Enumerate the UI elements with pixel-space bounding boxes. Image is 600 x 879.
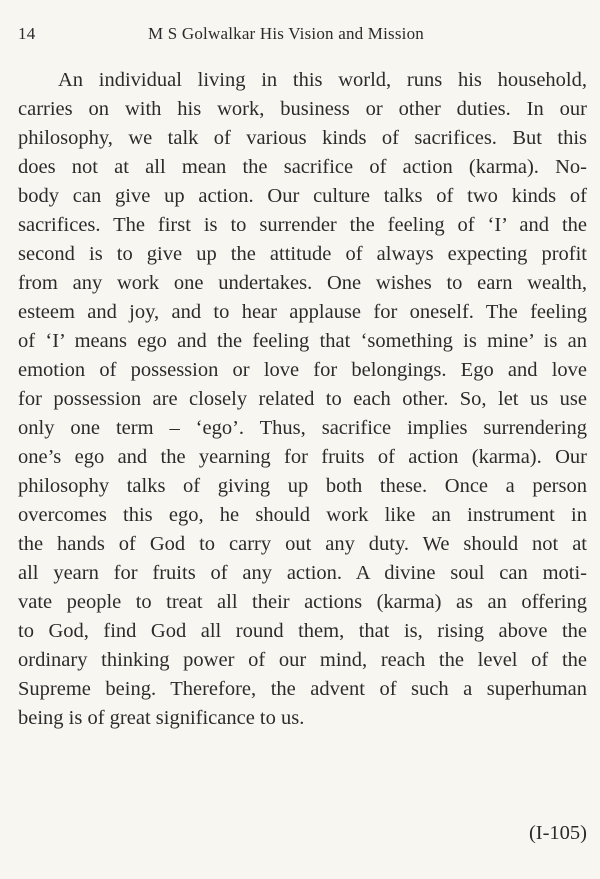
reference-citation: (I-105) xyxy=(528,822,587,844)
text-line: carries on with his work, business or other duties. In our xyxy=(18,98,587,120)
text-line: to God, find God all round them, that is, rising above the xyxy=(18,620,587,642)
text-line: ordinary thinking power of our mind, reach the level of the xyxy=(18,649,587,671)
text-line: vate people to treat all their actions (karma) as an offering xyxy=(18,591,587,613)
page-header xyxy=(18,24,582,48)
text-line: esteem and joy, and to hear applause for oneself. The feeling xyxy=(18,301,587,323)
text-line: from any work one undertakes. One wishes to earn wealth, xyxy=(18,272,587,294)
text-line: one’s ego and the yearning for fruits of action (karma). Our xyxy=(18,446,587,468)
text-line: for possession are closely related to each other. So, let us use xyxy=(18,388,587,410)
text-line: philosophy, we talk of various kinds of sacrifices. But this xyxy=(18,127,587,149)
text-line: the hands of God to carry out any duty. We should not at xyxy=(18,533,587,555)
page-number: 14 xyxy=(18,24,36,43)
text-line: philosophy talks of giving up both these. Once a person xyxy=(18,475,587,497)
text-line: Supreme being. Therefore, the advent of such a superhuman xyxy=(18,678,587,700)
text-line: An individual living in this world, runs his household, xyxy=(58,69,587,91)
text-line: overcomes this ego, he should work like an instrument in xyxy=(18,504,587,526)
text-line: being is of great significance to us. xyxy=(18,707,305,729)
text-line: of ‘I’ means ego and the feeling that ‘something is mine’ is an xyxy=(18,330,587,352)
text-line: only one term – ‘ego’. Thus, sacrifice implies surrendering xyxy=(18,417,587,439)
text-line: sacrifices. The first is to surrender the feeling of ‘I’ and the xyxy=(18,214,587,236)
running-head: M S Golwalkar His Vision and Mission xyxy=(148,24,424,43)
text-line: second is to give up the attitude of always expecting profit xyxy=(18,243,587,265)
text-line: does not at all mean the sacrifice of action (karma). No- xyxy=(18,156,587,178)
text-line: emotion of possession or love for belongings. Ego and love xyxy=(18,359,587,381)
text-line: all yearn for fruits of any action. A divine soul can moti- xyxy=(18,562,587,584)
body-paragraph xyxy=(18,66,587,733)
text-line: body can give up action. Our culture talks of two kinds of xyxy=(18,185,587,207)
